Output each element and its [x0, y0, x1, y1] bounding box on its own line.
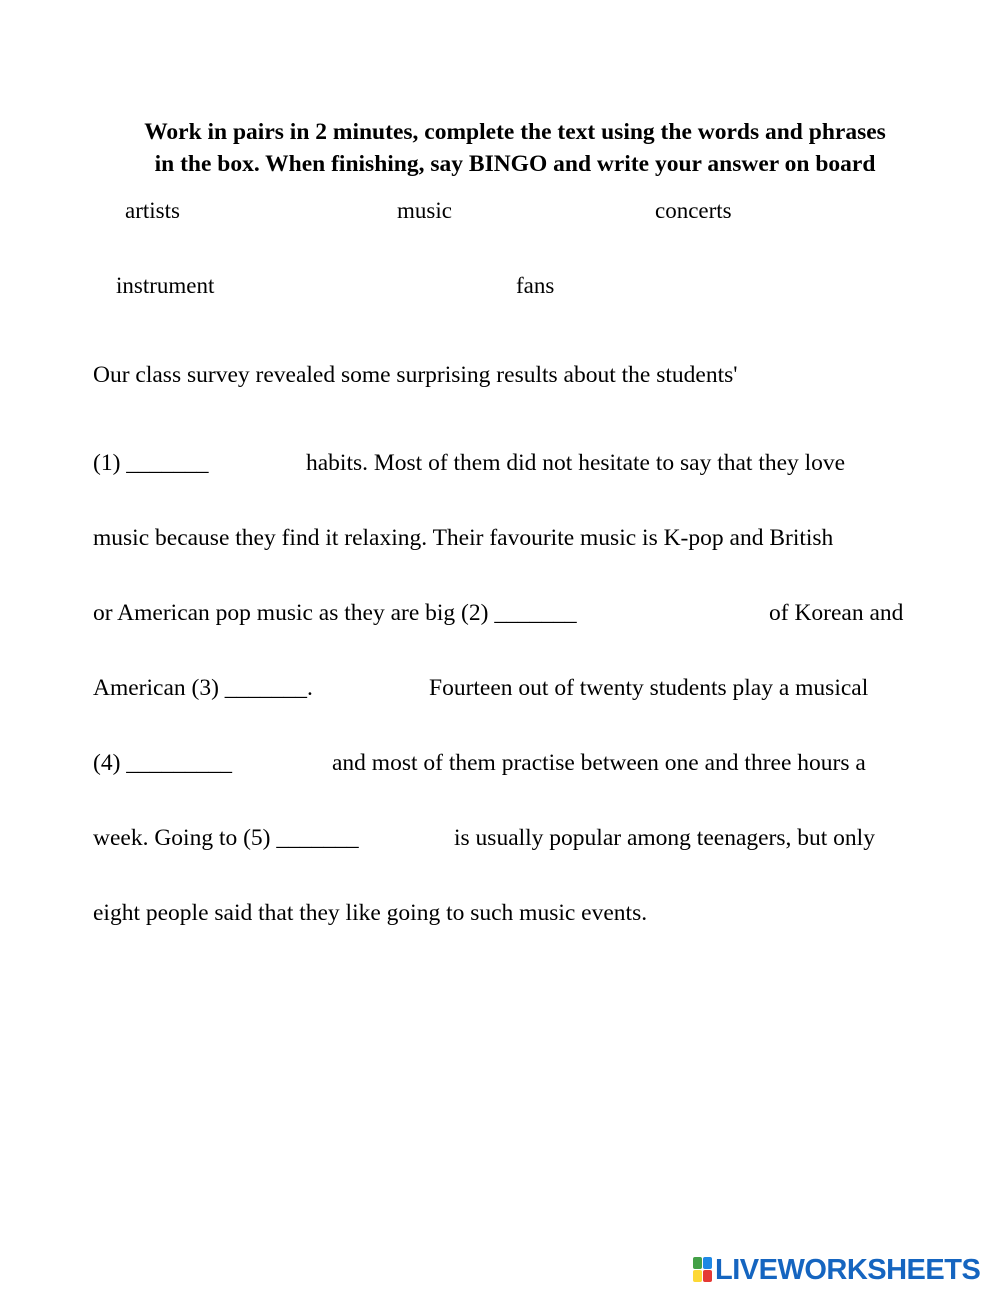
instructions-line-2: in the box. When finishing, say BINGO and write your answer on board — [154, 151, 876, 177]
passage-line-7-end: is usually popular among teenagers, but only — [454, 825, 875, 851]
blank-4[interactable]: (4) _________ — [93, 750, 233, 776]
blank-1[interactable]: (1) _______ — [93, 450, 209, 476]
passage-line-2: habits. Most of them did not hesitate to say that they love — [306, 450, 846, 476]
passage-line-1: Our class survey revealed some surprising results about the students' — [93, 362, 738, 388]
word-box-item-music: music — [397, 198, 452, 223]
passage-line-6-end: and most of them practise between one and three hours a — [332, 750, 866, 776]
blank-3-line[interactable]: American (3) _______. — [93, 675, 313, 701]
passage-line-8: eight people said that they like going to such music events. — [93, 900, 648, 926]
passage-line-5-end: Fourteen out of twenty students play a musical — [429, 675, 869, 701]
word-box-item-instrument: instrument — [116, 273, 215, 298]
liveworksheets-logo — [693, 1256, 980, 1284]
passage-line-3: music because they find it relaxing. Their favourite music is K-pop and British — [93, 525, 834, 551]
word-box-item-concerts: concerts — [655, 198, 732, 223]
word-box-item-artists: artists — [125, 198, 180, 223]
passage-line-4-end: of Korean and — [769, 600, 904, 626]
blank-5-line[interactable]: week. Going to (5) _______ — [93, 825, 359, 851]
word-box-item-fans: fans — [516, 273, 555, 298]
liveworksheets-logo-icon — [693, 1257, 713, 1283]
liveworksheets-logo-text: LIVEWORKSHEETS — [715, 1254, 981, 1286]
blank-2-line[interactable]: or American pop music as they are big (2) _______ — [93, 600, 577, 626]
instructions-line-1: Work in pairs in 2 minutes, complete the text using the words and phrases — [144, 119, 886, 145]
